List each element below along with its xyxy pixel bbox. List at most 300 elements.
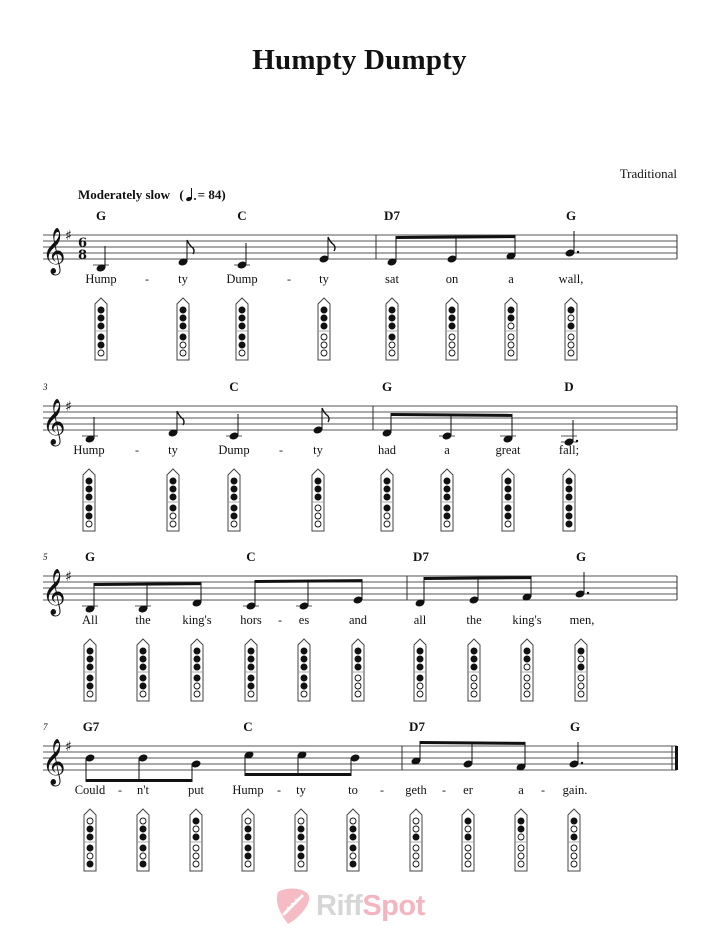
hole-open-icon	[578, 683, 584, 689]
hole-closed-icon	[505, 505, 512, 512]
time-signature-top: 6	[78, 236, 88, 251]
hole-closed-icon	[505, 494, 512, 501]
hole-open-icon	[350, 853, 356, 859]
hole-open-icon	[180, 342, 186, 348]
whistle-fingering-chart	[467, 638, 481, 702]
hole-open-icon	[140, 853, 146, 859]
whistle-fingering-chart	[311, 468, 325, 532]
hole-open-icon	[193, 853, 199, 859]
hole-closed-icon	[566, 478, 573, 485]
hole-closed-icon	[384, 494, 391, 501]
hole-open-icon	[508, 342, 514, 348]
lyric-syllable: a	[444, 443, 450, 457]
hole-closed-icon	[465, 834, 472, 841]
logo-spot: Spot	[362, 890, 425, 922]
hole-closed-icon	[248, 683, 255, 690]
whistle-fingering-chart	[413, 638, 427, 702]
hole-closed-icon	[389, 334, 396, 341]
whistle-fingering-chart	[94, 297, 108, 361]
lyric-syllable: a	[508, 272, 514, 286]
hole-open-icon	[321, 350, 327, 356]
hole-closed-icon	[298, 853, 305, 860]
hole-closed-icon	[248, 648, 255, 655]
lyric-hyphen: -	[541, 783, 545, 797]
hole-open-icon	[231, 521, 237, 527]
hole-open-icon	[193, 826, 199, 832]
whistle-fingering-chart	[440, 468, 454, 532]
lyric-syllable: all	[413, 613, 427, 627]
lyric-syllable: men,	[569, 613, 595, 627]
hole-closed-icon	[180, 334, 187, 341]
whistle-fingering-chart	[567, 808, 581, 872]
whistle-fingering-chart	[504, 297, 518, 361]
hole-open-icon	[524, 691, 530, 697]
lyric-hyphen: -	[279, 443, 283, 457]
hole-open-icon	[417, 691, 423, 697]
lyric-syllable: king's	[512, 613, 542, 627]
hole-closed-icon	[248, 664, 255, 671]
whistle-fingering-chart	[514, 808, 528, 872]
hole-closed-icon	[298, 826, 305, 833]
hole-closed-icon	[87, 861, 94, 868]
hole-closed-icon	[321, 323, 328, 330]
hole-closed-icon	[98, 342, 105, 349]
hole-closed-icon	[384, 505, 391, 512]
logo-text	[316, 890, 425, 923]
staff-system	[0, 711, 719, 881]
hole-closed-icon	[449, 323, 456, 330]
hole-closed-icon	[98, 334, 105, 341]
hole-closed-icon	[86, 486, 93, 493]
hole-closed-icon	[566, 486, 573, 493]
hole-open-icon	[449, 334, 455, 340]
hole-closed-icon	[87, 834, 94, 841]
hole-open-icon	[571, 861, 577, 867]
sharp-icon: ♯	[65, 739, 72, 755]
hole-closed-icon	[194, 675, 201, 682]
hole-open-icon	[140, 818, 146, 824]
hole-open-icon	[239, 350, 245, 356]
hole-closed-icon	[413, 834, 420, 841]
hole-closed-icon	[98, 307, 105, 314]
lyric-syllable: Dump	[218, 443, 250, 457]
chord-symbol: C	[237, 208, 247, 223]
lyric-syllable: and	[348, 613, 368, 627]
hole-closed-icon	[384, 478, 391, 485]
hole-closed-icon	[505, 486, 512, 493]
hole-open-icon	[568, 342, 574, 348]
hole-closed-icon	[239, 323, 246, 330]
lyric-syllable: put	[188, 783, 204, 797]
hole-closed-icon	[245, 845, 252, 852]
hole-open-icon	[568, 334, 574, 340]
hole-open-icon	[193, 861, 199, 867]
hole-closed-icon	[444, 486, 451, 493]
tempo-label: Moderately slow	[78, 187, 171, 202]
hole-open-icon	[315, 513, 321, 519]
hole-closed-icon	[505, 478, 512, 485]
hole-closed-icon	[245, 826, 252, 833]
hole-closed-icon	[566, 494, 573, 501]
hole-open-icon	[508, 350, 514, 356]
lyric-syllable: Hump	[73, 443, 105, 457]
hole-open-icon	[465, 826, 471, 832]
hole-open-icon	[389, 350, 395, 356]
hole-closed-icon	[248, 656, 255, 663]
hole-closed-icon	[298, 845, 305, 852]
beam	[420, 741, 525, 745]
hole-open-icon	[321, 334, 327, 340]
lyric-hyphen: -	[278, 613, 282, 627]
whistle-fingering-chart	[385, 297, 399, 361]
whistle-fingering-chart	[190, 638, 204, 702]
whistle-fingering-chart	[176, 297, 190, 361]
treble-clef-icon: 𝄞	[42, 399, 66, 445]
guitar-pick-icon	[272, 886, 312, 926]
hole-closed-icon	[194, 648, 201, 655]
measure-number: 5	[43, 552, 48, 562]
hole-open-icon	[518, 845, 524, 851]
hole-closed-icon	[508, 315, 515, 322]
lyric-syllable: ty	[178, 272, 188, 286]
lyric-syllable: the	[466, 613, 482, 627]
hole-closed-icon	[321, 307, 328, 314]
hole-closed-icon	[578, 664, 585, 671]
hole-closed-icon	[87, 664, 94, 671]
staff	[0, 200, 719, 280]
hole-closed-icon	[245, 853, 252, 860]
lyric-syllable: hors	[240, 613, 262, 627]
hole-open-icon	[355, 691, 361, 697]
hole-closed-icon	[568, 323, 575, 330]
whistle-fingering-chart	[574, 638, 588, 702]
hole-closed-icon	[384, 486, 391, 493]
hole-closed-icon	[355, 664, 362, 671]
hole-closed-icon	[140, 683, 147, 690]
hole-closed-icon	[140, 648, 147, 655]
hole-closed-icon	[315, 478, 322, 485]
whistle-fingering-chart	[520, 638, 534, 702]
lyric-syllable: gain.	[562, 783, 588, 797]
hole-closed-icon	[87, 683, 94, 690]
hole-closed-icon	[86, 505, 93, 512]
hole-closed-icon	[87, 826, 94, 833]
hole-closed-icon	[140, 834, 147, 841]
hole-open-icon	[245, 818, 251, 824]
hole-open-icon	[568, 350, 574, 356]
hole-closed-icon	[444, 513, 451, 520]
hole-open-icon	[578, 656, 584, 662]
lyric-syllable: geth	[405, 783, 427, 797]
staff-system	[0, 541, 719, 711]
hole-open-icon	[315, 521, 321, 527]
hole-closed-icon	[140, 675, 147, 682]
hole-closed-icon	[194, 664, 201, 671]
sharp-icon: ♯	[65, 399, 72, 415]
hole-closed-icon	[298, 834, 305, 841]
hole-open-icon	[355, 683, 361, 689]
hole-open-icon	[518, 861, 524, 867]
whistle-fingering-chart	[346, 808, 360, 872]
lyric-hyphen: -	[145, 272, 149, 286]
hole-closed-icon	[578, 648, 585, 655]
measure-number: 3	[43, 382, 48, 392]
whistle-fingering-chart	[83, 808, 97, 872]
beam	[391, 413, 512, 417]
hole-closed-icon	[350, 845, 357, 852]
lyric-syllable: es	[298, 613, 310, 627]
hole-open-icon	[301, 691, 307, 697]
lyric-syllable: Dump	[226, 272, 258, 286]
hole-closed-icon	[239, 315, 246, 322]
hole-closed-icon	[87, 845, 94, 852]
whistle-fingering-chart	[409, 808, 423, 872]
hole-closed-icon	[180, 323, 187, 330]
hole-closed-icon	[321, 315, 328, 322]
hole-closed-icon	[231, 505, 238, 512]
lyric-syllable: fall;	[558, 443, 580, 457]
hole-open-icon	[87, 853, 93, 859]
hole-closed-icon	[350, 861, 357, 868]
hole-closed-icon	[86, 513, 93, 520]
chord-symbol: D	[564, 379, 574, 394]
hole-closed-icon	[239, 307, 246, 314]
hole-closed-icon	[471, 648, 478, 655]
hole-closed-icon	[87, 656, 94, 663]
whistle-fingering-chart	[351, 638, 365, 702]
beam	[94, 582, 201, 586]
hole-closed-icon	[389, 323, 396, 330]
hole-open-icon	[471, 683, 477, 689]
hole-open-icon	[471, 691, 477, 697]
chord-symbol: D7	[384, 208, 400, 223]
hole-open-icon	[568, 315, 574, 321]
hole-open-icon	[87, 818, 93, 824]
logo-riff: Riff	[316, 890, 363, 922]
lyric-syllable: sat	[385, 272, 399, 286]
hole-closed-icon	[140, 861, 147, 868]
hole-closed-icon	[315, 494, 322, 501]
whistle-fingering-chart	[461, 808, 475, 872]
hole-open-icon	[471, 675, 477, 681]
hole-closed-icon	[231, 494, 238, 501]
hole-closed-icon	[350, 826, 357, 833]
hole-closed-icon	[524, 648, 531, 655]
hole-open-icon	[508, 334, 514, 340]
chord-symbol: G	[95, 208, 107, 223]
chord-symbol: G	[569, 719, 581, 734]
staff-system	[0, 200, 719, 370]
hole-open-icon	[245, 861, 251, 867]
staff	[0, 541, 719, 621]
lyric-syllable: ty	[319, 272, 329, 286]
hole-closed-icon	[518, 826, 525, 833]
hole-open-icon	[298, 818, 304, 824]
whistle-fingering-chart	[294, 808, 308, 872]
hole-open-icon	[86, 521, 92, 527]
lyric-syllable: ty	[168, 443, 178, 457]
hole-open-icon	[248, 691, 254, 697]
hole-closed-icon	[389, 307, 396, 314]
hole-open-icon	[524, 664, 530, 670]
sharp-icon: ♯	[65, 228, 72, 244]
hole-closed-icon	[86, 494, 93, 501]
hole-closed-icon	[239, 342, 246, 349]
hole-closed-icon	[170, 494, 177, 501]
lyric-hyphen: -	[442, 783, 446, 797]
hole-open-icon	[524, 675, 530, 681]
chord-symbol: G7	[82, 719, 100, 734]
sharp-icon: ♯	[65, 569, 72, 585]
hole-open-icon	[571, 826, 577, 832]
staff	[0, 711, 719, 791]
beam	[396, 235, 515, 239]
hole-closed-icon	[140, 826, 147, 833]
treble-clef-icon: 𝄞	[42, 228, 66, 274]
hole-closed-icon	[571, 834, 578, 841]
lyric-hyphen: -	[277, 783, 281, 797]
lyric-syllable: ty	[313, 443, 323, 457]
whistle-fingering-chart	[445, 297, 459, 361]
lyric-syllable: the	[135, 613, 151, 627]
hole-open-icon	[194, 691, 200, 697]
hole-closed-icon	[239, 334, 246, 341]
chord-symbol: C	[243, 719, 253, 734]
hole-open-icon	[350, 818, 356, 824]
hole-closed-icon	[301, 656, 308, 663]
composer-credit: Traditional	[619, 166, 677, 181]
hole-open-icon	[194, 683, 200, 689]
whistle-fingering-chart	[501, 468, 515, 532]
staff-system	[0, 371, 719, 541]
hole-closed-icon	[524, 656, 531, 663]
chord-symbol: G	[84, 549, 96, 564]
chord-symbol: C	[246, 549, 256, 564]
hole-open-icon	[180, 350, 186, 356]
hole-open-icon	[193, 845, 199, 851]
lyric-syllable: to	[348, 783, 358, 797]
hole-open-icon	[571, 845, 577, 851]
hole-open-icon	[170, 521, 176, 527]
beam	[86, 779, 192, 782]
hole-open-icon	[384, 513, 390, 519]
hole-open-icon	[505, 521, 511, 527]
hole-closed-icon	[245, 834, 252, 841]
riffspot-logo	[272, 886, 452, 926]
hole-open-icon	[518, 834, 524, 840]
whistle-fingering-chart	[564, 297, 578, 361]
hole-closed-icon	[566, 521, 573, 528]
hole-closed-icon	[231, 513, 238, 520]
lyric-syllable: king's	[182, 613, 212, 627]
hole-closed-icon	[180, 307, 187, 314]
lyric-syllable: wall,	[558, 272, 584, 286]
whistle-fingering-chart	[380, 468, 394, 532]
whistle-fingering-chart	[235, 297, 249, 361]
chord-symbol: G	[381, 379, 393, 394]
hole-closed-icon	[315, 486, 322, 493]
lyric-syllable: great	[495, 443, 521, 457]
hole-closed-icon	[301, 664, 308, 671]
hole-closed-icon	[87, 675, 94, 682]
whistle-fingering-chart	[83, 638, 97, 702]
chord-symbol: G	[565, 208, 577, 223]
hole-open-icon	[98, 350, 104, 356]
whistle-fingering-chart	[227, 468, 241, 532]
staff	[0, 371, 719, 451]
whistle-fingering-chart	[136, 808, 150, 872]
hole-closed-icon	[449, 307, 456, 314]
hole-open-icon	[571, 853, 577, 859]
hole-open-icon	[315, 505, 321, 511]
hole-closed-icon	[465, 818, 472, 825]
hole-closed-icon	[193, 834, 200, 841]
lyric-syllable: had	[377, 443, 397, 457]
hole-closed-icon	[140, 845, 147, 852]
lyric-syllable: er	[463, 783, 473, 797]
hole-closed-icon	[417, 656, 424, 663]
hole-open-icon	[413, 853, 419, 859]
hole-closed-icon	[417, 648, 424, 655]
hole-closed-icon	[355, 648, 362, 655]
hole-closed-icon	[140, 664, 147, 671]
whistle-fingering-chart	[317, 297, 331, 361]
hole-closed-icon	[444, 478, 451, 485]
hole-closed-icon	[170, 505, 177, 512]
chord-symbol: G	[575, 549, 587, 564]
hole-closed-icon	[350, 834, 357, 841]
whistle-fingering-chart	[241, 808, 255, 872]
hole-open-icon	[578, 691, 584, 697]
song-title: Humpty Dumpty	[252, 44, 467, 76]
treble-clef-icon: 𝄞	[42, 739, 66, 785]
beam	[245, 773, 351, 776]
hole-closed-icon	[505, 513, 512, 520]
hole-closed-icon	[301, 675, 308, 682]
lyric-syllable: All	[82, 613, 98, 627]
hole-closed-icon	[170, 478, 177, 485]
hole-open-icon	[298, 861, 304, 867]
whistle-fingering-chart	[244, 638, 258, 702]
hole-open-icon	[449, 342, 455, 348]
hole-closed-icon	[444, 494, 451, 501]
hole-open-icon	[465, 853, 471, 859]
lyric-syllable: ty	[296, 783, 306, 797]
hole-open-icon	[578, 675, 584, 681]
tempo-bpm: = 84)	[197, 187, 226, 202]
whistle-fingering-chart	[562, 468, 576, 532]
lyric-hyphen: -	[380, 783, 384, 797]
hole-closed-icon	[170, 486, 177, 493]
measure-number: 7	[43, 722, 48, 732]
hole-closed-icon	[389, 315, 396, 322]
lyric-syllable: Hump	[85, 272, 117, 286]
lyric-syllable: n't	[137, 783, 149, 797]
hole-closed-icon	[471, 656, 478, 663]
hole-closed-icon	[98, 323, 105, 330]
treble-clef-icon: 𝄞	[42, 569, 66, 615]
hole-closed-icon	[248, 675, 255, 682]
hole-closed-icon	[571, 818, 578, 825]
tempo-open-paren: (	[179, 187, 184, 202]
hole-open-icon	[508, 323, 514, 329]
lyric-hyphen: -	[135, 443, 139, 457]
chord-symbol: D7	[409, 719, 425, 734]
lyric-syllable: Could	[74, 783, 106, 797]
hole-closed-icon	[355, 656, 362, 663]
hole-open-icon	[87, 691, 93, 697]
hole-closed-icon	[194, 656, 201, 663]
